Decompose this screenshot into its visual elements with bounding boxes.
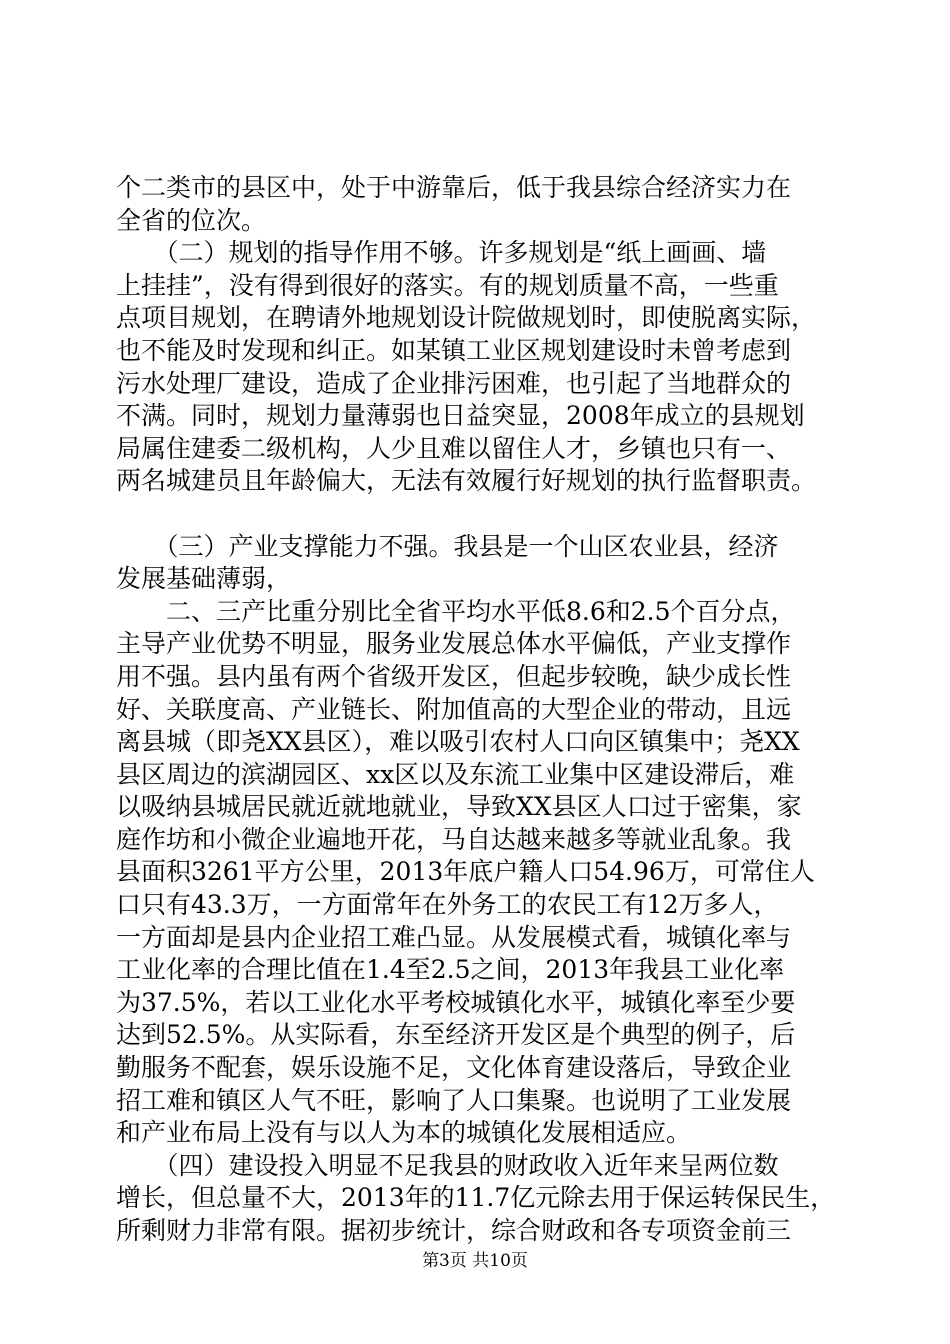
text-line: 以吸纳县城居民就近就地就业，导致XX县区人口过于密集，家 xyxy=(116,792,802,822)
paragraph-continuation xyxy=(116,172,844,237)
text-line: （三）产业支撑能力不强。我县是一个山区农业县，经济 xyxy=(116,531,779,561)
text-line: 上挂挂”，没有得到很好的落实。有的规划质量不高，一些重 xyxy=(116,270,779,300)
text-line: 主导产业优势不明显，服务业发展总体水平偏低，产业支撑作 xyxy=(116,629,792,659)
paragraph-investment xyxy=(116,1150,844,1248)
text-line: 所剩财力非常有限。据初步统计，综合财政和各专项资金前三 xyxy=(116,1216,792,1245)
text-line: 为37.5%，若以工业化水平考校城镇化水平，城镇化率至少要 xyxy=(116,987,796,1017)
text-line: 勤服务不配套，娱乐设施不足，文化体育建设落后，导致企业 xyxy=(116,1053,792,1083)
text-line: 县区周边的滨湖园区、xx区以及东流工业集中区建设滞后，难 xyxy=(116,759,795,789)
text-line: 用不强。县内虽有两个省级开发区，但起步较晚，缺少成长性 xyxy=(116,661,792,691)
text-line: 增长，但总量不大，2013年的11.7亿元除去用于保运转保民生， xyxy=(116,1183,836,1213)
text-line: 不满。同时，规划力量薄弱也日益突显，2008年成立的县规划 xyxy=(116,401,805,431)
text-line: 发展基础薄弱， xyxy=(116,564,292,594)
text-line: 招工难和镇区人气不旺，影响了人口集聚。也说明了工业发展 xyxy=(116,1085,792,1115)
text-line: 离县城（即尧XX县区），难以吸引农村人口向区镇集中；尧XX xyxy=(116,727,800,757)
text-line: 工业化率的合理比值在1.4至2.5之间，2013年我县工业化率 xyxy=(116,955,785,985)
paragraph-industry-intro xyxy=(116,531,844,596)
paragraph-planning xyxy=(116,237,844,498)
text-line: 个二类市的县区中，处于中游靠后，低于我县综合经济实力在 xyxy=(116,173,792,202)
text-line: 好、关联度高、产业链长、附加值高的大型企业的带动，且远 xyxy=(116,694,792,724)
text-line: （二）规划的指导作用不够。许多规划是“纸上画画、墙 xyxy=(116,238,767,268)
text-line: 污水处理厂建设，造成了企业排污困难，也引起了当地群众的 xyxy=(116,368,792,398)
text-line: 庭作坊和小微企业遍地开花，马自达越来越多等就业乱象。我 xyxy=(116,824,792,854)
text-line: 点项目规划，在聘请外地规划设计院做规划时，即使脱离实际， xyxy=(116,303,817,333)
text-line: 县面积3261平方公里，2013年底户籍人口54.96万，可常住人 xyxy=(116,857,815,887)
text-line: 二、三产比重分别比全省平均水平低8.6和2.5个百分点， xyxy=(116,596,796,626)
text-line: 和产业布局上没有与以人为本的城镇化发展相适应。 xyxy=(116,1118,692,1148)
paragraph-industry-detail xyxy=(116,596,844,1150)
text-line: 口只有43.3万，一方面常年在外务工的农民工有12万多人， xyxy=(116,890,779,920)
text-line: 全省的位次。 xyxy=(116,205,267,235)
text-line: 局属住建委二级机构，人少且难以留住人才，乡镇也只有一、 xyxy=(116,433,792,463)
text-line: （四）建设投入明显不足我县的财政收入近年来呈两位数 xyxy=(116,1150,779,1180)
document-body xyxy=(116,172,844,1248)
text-line: 两名城建员且年龄偏大，无法有效履行好规划的执行监督职责。 xyxy=(116,466,817,496)
text-line: 一方面却是县内企业招工难凸显。从发展模式看，城镇化率与 xyxy=(116,922,792,952)
text-line: 达到52.5%。从实际看，东至经济开发区是个典型的例子，后 xyxy=(116,1020,796,1050)
blank-line xyxy=(116,498,844,531)
page-footer: 第3页 共10页 xyxy=(422,1251,528,1271)
text-line: 也不能及时发现和纠正。如某镇工业区规划建设时未曾考虑到 xyxy=(116,335,792,365)
